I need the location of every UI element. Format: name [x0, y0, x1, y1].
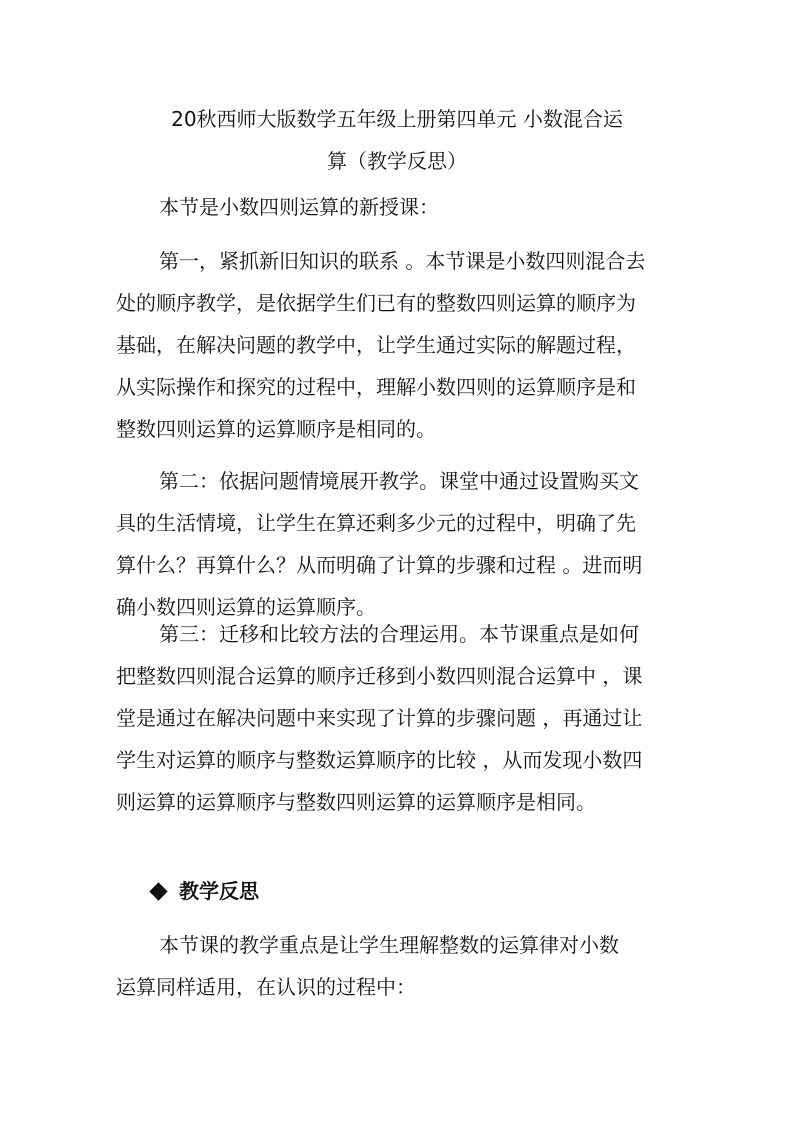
paragraph-line: 第三：迁移和比较方法的合理运用。本节课重点是如何 [159, 622, 639, 646]
paragraph-line: 运算同样适用，在认识的过程中： [116, 975, 416, 999]
paragraph-line: 第二：依据问题情境展开教学。课堂中通过设置购买文 [159, 469, 639, 493]
paragraph-line: 整数四则运算的运算顺序是相同的。 [116, 417, 436, 441]
diamond-bullet-icon [149, 882, 167, 900]
document-title [116, 98, 678, 182]
paragraph-line: 处的顺序教学，是依据学生们已有的整数四则运算的顺序为 [116, 291, 636, 315]
paragraph-line: 学生对运算的顺序与整数运算顺序的比较 ，从而发现小数四 [116, 748, 643, 772]
paragraph-line: 本节课的教学重点是让学生理解整数的运算律对小数 [159, 933, 619, 957]
title-line-1: 20秋西师大版数学五年级上册第四单元 小数混合运 [171, 107, 623, 131]
intro-line: 本节是小数四则运算的新授课： [159, 195, 439, 219]
paragraph-line: 则运算的运算顺序与整数四则运算的运算顺序是相同。 [116, 790, 596, 814]
paragraph-line: 从实际操作和探究的过程中，理解小数四则的运算顺序是和 [116, 375, 636, 399]
paragraph-fourth [116, 924, 678, 1008]
paragraph-third [116, 613, 678, 823]
paragraph-line: 把整数四则混合运算的顺序迁移到小数四则混合运算中 ，课 [116, 664, 643, 688]
paragraph-line: 算什么？再算什么？从而明确了计算的步骤和过程 。进而明 [116, 553, 643, 577]
paragraph-first [116, 240, 678, 450]
section-heading-text: 教学反思 [179, 879, 259, 903]
intro-paragraph [116, 186, 678, 228]
section-heading [148, 870, 259, 912]
paragraph-line: 基础，在解决问题的教学中，让学生通过实际的解题过程， [116, 333, 636, 357]
paragraph-line: 第一，紧抓新旧知识的联系 。本节课是小数四则混合去 [159, 249, 646, 273]
title-line-2: 算（教学反思） [327, 149, 467, 173]
paragraph-line: 具的生活情境，让学生在算还剩多少元的过程中，明确了先 [116, 511, 636, 535]
paragraph-second [116, 460, 678, 628]
paragraph-line: 确小数四则运算的运算顺序。 [116, 595, 376, 619]
paragraph-line: 堂是通过在解决问题中来实现了计算的步骤问题 ，再通过让 [116, 706, 643, 730]
